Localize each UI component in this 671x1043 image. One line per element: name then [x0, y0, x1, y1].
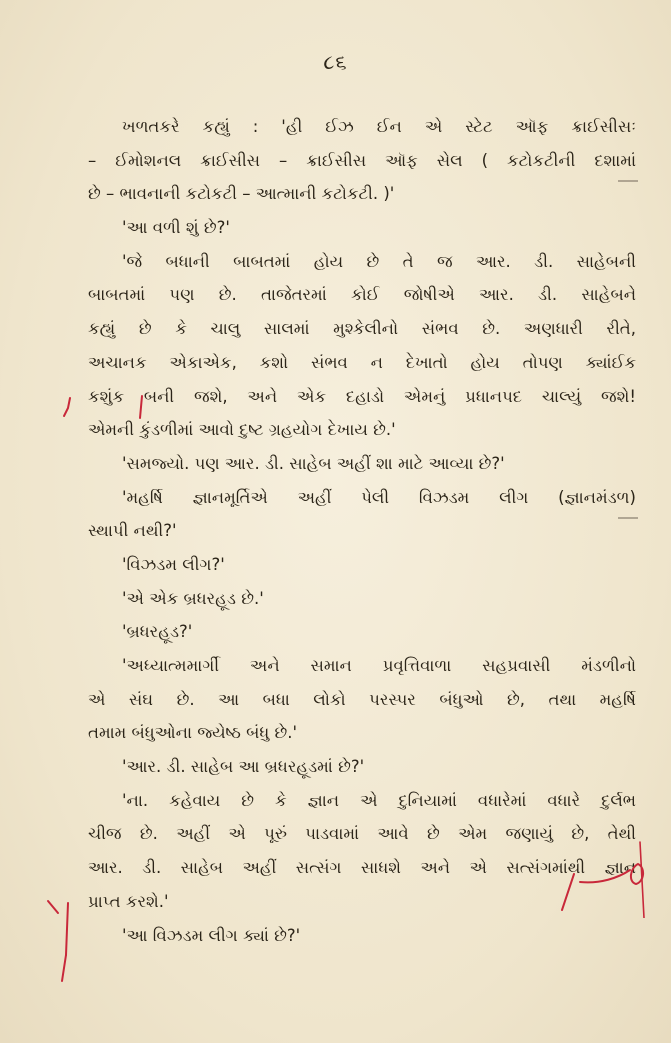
- text-line: 'સમજ્યો. પણ આર. ડી. સાહેબ અહીં શા માટે આવ્યા છે?': [122, 453, 505, 473]
- body-text: [88, 110, 636, 952]
- text-line: 'મહર્ષિ જ્ઞાનમૂર્તિએ અહીં પેલી વિઝડમ લીગ (જ્ઞાનમંડળ): [122, 487, 636, 507]
- text-line: ચીજ છે. અહીં એ પૂરું પાડવામાં આવે છે એમ જણાયું છે, તેથી: [88, 824, 636, 844]
- text-line: 'આ વિઝડમ લીગ ક્યાં છે?': [122, 925, 301, 945]
- text-line: એ સંઘ છે. આ બધા લોકો પરસ્પર બંધુઓ છે, તથા મહર્ષિ: [88, 689, 636, 709]
- text-line: 'અધ્યાત્મમાર્ગી અને સમાન પ્રવૃત્તિવાળા સહપ્રવાસી મંડળીનો: [122, 656, 636, 675]
- text-line: 'ના. કહેવાય છે કે જ્ઞાન એ દુનિયામાં વધારેમાં વધારે દુર્લભ: [122, 790, 636, 810]
- pen-mark-left-lower: [42, 895, 82, 985]
- text-line: 'વિઝડમ લીગ?': [122, 554, 225, 574]
- text-line: અચાનક એકાએક, કશો સંભવ ન દેખાતો હોય તોપણ ક્યાંઈક: [88, 352, 636, 372]
- text-line: 'આર. ડી. સાહેબ આ બ્રધરહૂડમાં છે?': [122, 757, 365, 777]
- text-line: ખળતકરે કહ્યું : 'હી ઈઝ ઈન એ સ્ટેટ ઑફ ક્રાઈસીસઃ: [122, 117, 636, 136]
- text-line: કહ્યું છે કે ચાલુ સાલમાં મુશ્કેલીનો સંભવ છે. અણધારી રીતે,: [88, 319, 636, 339]
- page-number: ૮૬: [323, 50, 348, 74]
- pen-mark-left-upper: [58, 396, 74, 420]
- text-line: 'આ વળી શું છે?': [122, 218, 230, 238]
- text-line: તમામ બંધુઓના જ્યેષ્ઠ બંધુ છે.': [88, 723, 298, 743]
- text-line: સ્થાપી નથી?': [88, 521, 177, 541]
- text-line: 'બ્રધરહૂડ?': [122, 622, 193, 642]
- text-line: 'જે બધાની બાબતમાં હોય છે તે જ આર. ડી. સાહેબની: [122, 251, 636, 271]
- text-line: બાબતમાં પણ છે. તાજેતરમાં કોઈ જોષીએ આર. ડી. સાહેબને: [88, 285, 636, 305]
- text-line: 'એ એક બ્રધરહૂડ છે.': [122, 588, 264, 608]
- text-line: – ઈમોશનલ ક્રાઈસીસ – ક્રાઈસીસ ઑફ સેલ ( કટોકટીની દશામાં: [88, 150, 636, 170]
- text-line: છે – ભાવનાની કટોકટી – આત્માની કટોકટી. )': [88, 184, 395, 204]
- text-line: આર. ડી. સાહેબ અહીં સત્સંગ સાધશે અને એ સત્સંગમાંથી જ્ઞાન: [88, 858, 636, 878]
- text-line: પ્રાપ્ત કરશે.': [88, 891, 169, 911]
- text-line: એમની કુંડળીમાં આવો દુષ્ટ ગ્રહયોગ દેખાય છે.': [88, 420, 396, 440]
- text-line: કશુંક બની જશે, અને એક દહાડો એમનું પ્રધાનપદ ચાલ્યું જશે!: [88, 386, 636, 406]
